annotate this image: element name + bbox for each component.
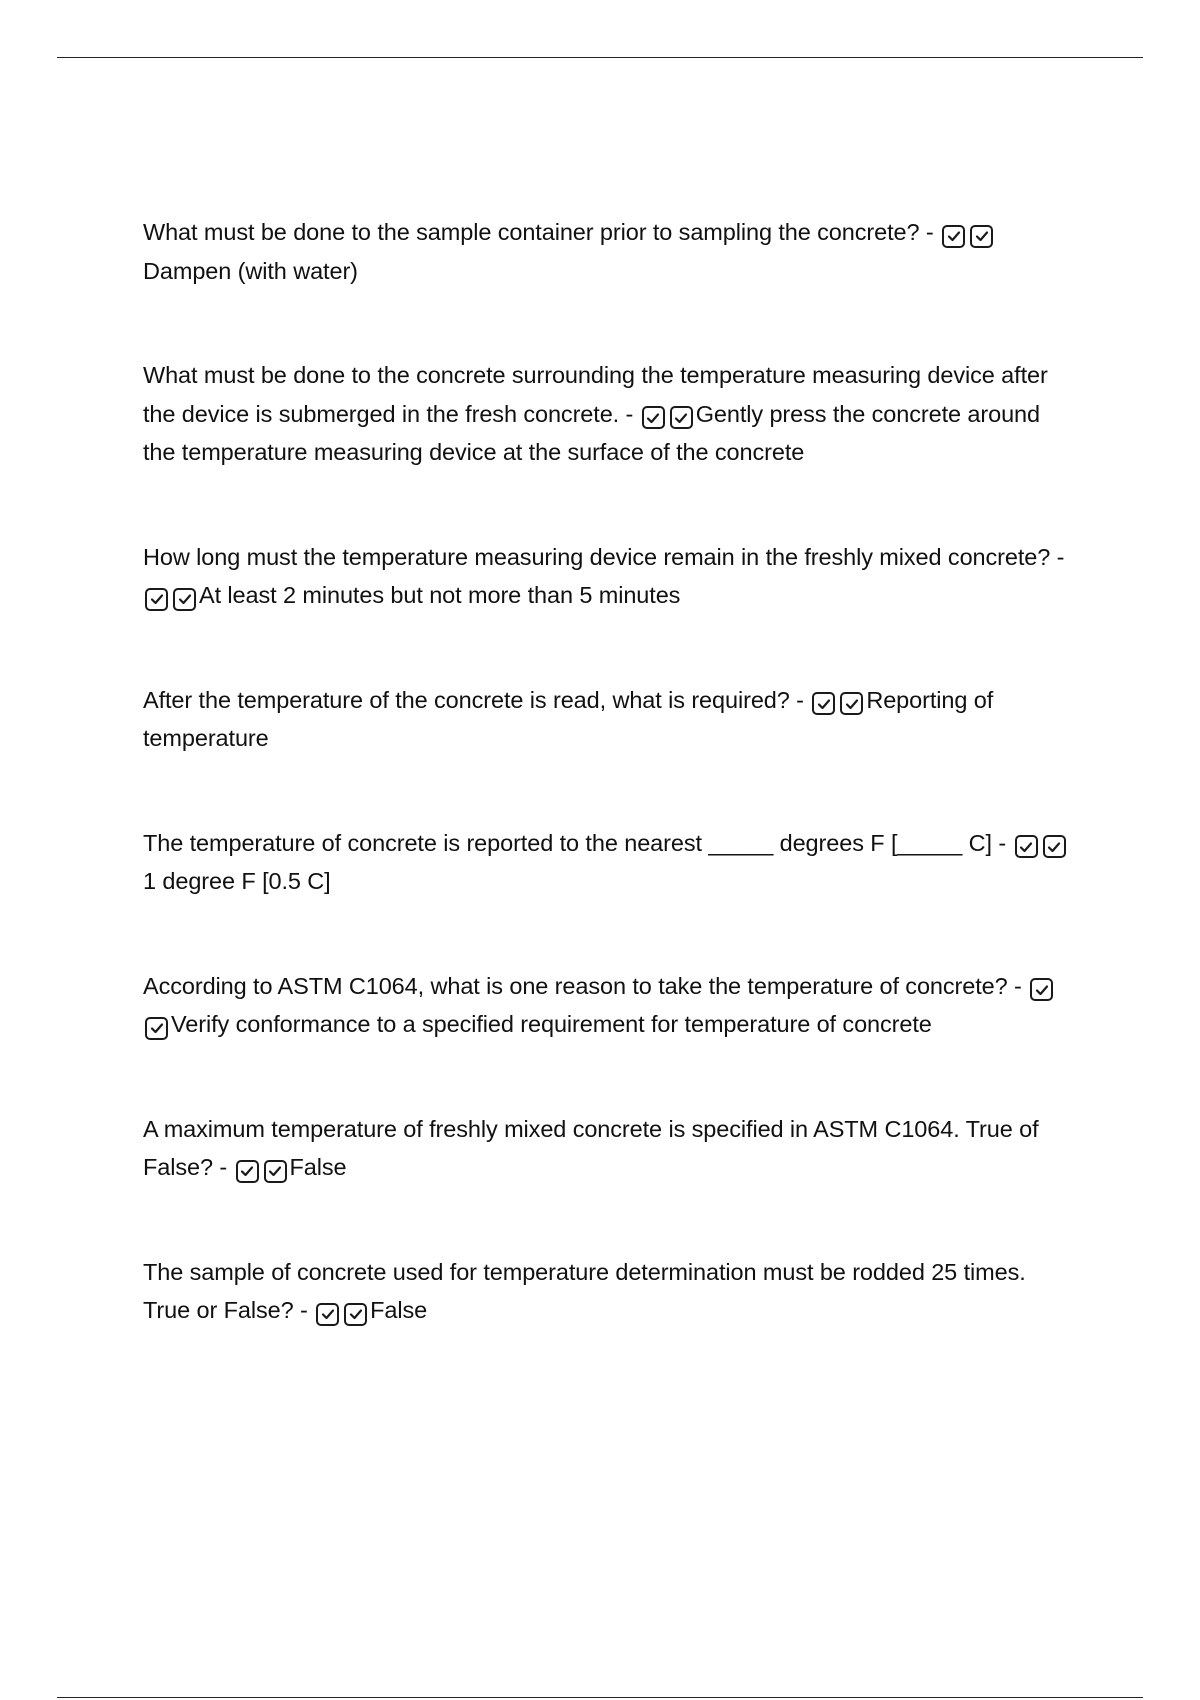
qa-item	[143, 1253, 1078, 1330]
question-text: After the temperature of the concrete is read, what is required? -	[143, 686, 804, 713]
footer-rule	[57, 1697, 1143, 1698]
answer-text: Reporting of temperature	[143, 686, 994, 751]
answer-text: 1 degree F [0.5 C]	[143, 868, 331, 894]
answer-text: Gently press the concrete around the temperature measuring device at the surface of the concrete	[143, 400, 1040, 465]
qa-list	[143, 213, 1078, 1330]
qa-item	[143, 681, 1078, 758]
question-text: According to ASTM C1064, what is one reason to take the temperature of concrete? -	[143, 972, 1022, 999]
checked-box-icon	[812, 692, 835, 715]
checked-box-icon	[840, 692, 863, 715]
answer-text: Dampen (with water)	[143, 257, 358, 284]
qa-item	[143, 213, 1078, 290]
checked-box-icon	[173, 588, 196, 611]
answer-text: Verify conformance to a specified requirement for temperature of concrete	[171, 1011, 932, 1037]
question-text: The sample of concrete used for temperature determination must be rodded 25 times. True or False? -	[143, 1258, 1026, 1323]
checked-box-icon	[264, 1160, 287, 1183]
checked-box-icon	[236, 1160, 259, 1183]
qa-item	[143, 824, 1078, 901]
checked-box-icon	[145, 1017, 168, 1040]
checked-box-icon	[1015, 835, 1038, 858]
question-text: The temperature of concrete is reported to the nearest _____ degrees F [_____ C] -	[143, 829, 1007, 856]
qa-item	[143, 1110, 1078, 1187]
qa-item	[143, 967, 1078, 1044]
question-text: How long must the temperature measuring device remain in the freshly mixed concrete? -	[143, 543, 1065, 570]
answer-text: False	[370, 1297, 428, 1323]
answer-text: At least 2 minutes but not more than 5 minutes	[199, 582, 681, 608]
qa-item	[143, 356, 1078, 472]
header-rule	[57, 57, 1143, 58]
checked-box-icon	[344, 1303, 367, 1326]
checked-box-icon	[670, 406, 693, 429]
qa-item	[143, 538, 1078, 615]
checked-box-icon	[642, 406, 665, 429]
checked-box-icon	[942, 225, 965, 248]
checked-box-icon	[145, 588, 168, 611]
question-text: A maximum temperature of freshly mixed concrete is specified in ASTM C1064. True of False? -	[143, 1115, 1039, 1180]
checked-box-icon	[316, 1303, 339, 1326]
question-text: What must be done to the concrete surrounding the temperature measuring device after the device is submerged in the fresh concrete. -	[143, 362, 1048, 427]
checked-box-icon	[970, 225, 993, 248]
checked-box-icon	[1043, 835, 1066, 858]
answer-text: False	[289, 1154, 347, 1180]
question-text: What must be done to the sample container prior to sampling the concrete? -	[143, 219, 934, 245]
checked-box-icon	[1030, 978, 1053, 1001]
